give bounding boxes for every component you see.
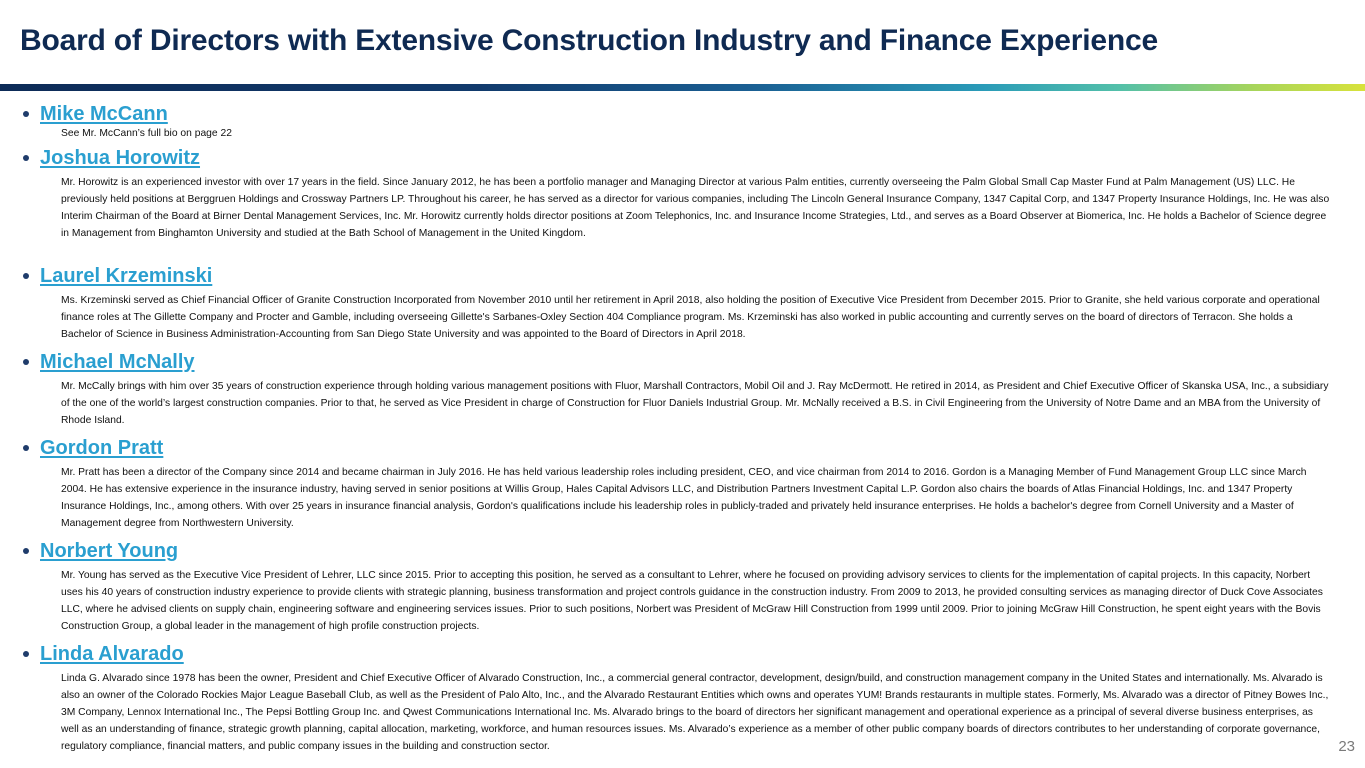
director-entry (23, 436, 1343, 532)
bullet-icon (23, 651, 29, 657)
director-bio: Mr. Pratt has been a director of the Company since 2014 and became chairman in July 2016. He has held various leadership roles including president, CEO, and vice chairman from 2014 to 2016. Gordon is a Managing Member of Fund Management Group LLC since March 2004. He has extensive experience in the insurance industry, having served in senior positions at Willis Group, Hales Capital Advisors LLC, and Distribution Partners Investment Capital L.P. Gordon also chairs the boards of Atlas Financial Holdings, Inc. and 1347 Property Insurance Holdings, Inc., among others. With over 25 years in insurance financial analysis, Gordon's qualifications include his leadership roles in publicly-traded and privately held insurance enterprises. He holds a bachelor's degree from Cornell University and a Master of Management degree from Northwestern University. (61, 467, 1307, 529)
director-entry (23, 102, 1343, 141)
director-name-link[interactable]: Linda Alvarado (40, 642, 184, 665)
bullet-icon (23, 111, 29, 117)
director-entry (23, 146, 1343, 242)
bullet-icon (23, 273, 29, 279)
director-bio: Mr. Young has served as the Executive Vice President of Lehrer, LLC since 2015. Prior to accepting this position, he served as a consultant to Lehrer, where he focused on providing advisory services to clients for the implementation of capital projects. In this capacity, Norbert uses his 40 years of construction industry experience to provide clients with strategic planning, business transformation and project controls guidance in the construction industry. From 2009 to 2013, he provided consulting services as managing director of Duck Cove Associates LLC, where he advised clients on supply chain, engineering software and engineering services issues. Prior to such positions, Norbert was President of McGraw Hill Construction from 1999 until 2009. Prior to joining McGraw Hill Construction, he spent eight years with the Bovis Construction Group, a global leader in the management of high profile construction projects. (61, 570, 1323, 632)
director-name-link[interactable]: Laurel Krzeminski (40, 264, 213, 287)
director-name-link[interactable]: Gordon Pratt (40, 436, 164, 459)
page-number: 23 (1338, 738, 1355, 755)
director-entry (23, 350, 1343, 429)
bullet-icon (23, 155, 29, 161)
director-entry (23, 642, 1343, 755)
director-entry (23, 264, 1343, 343)
director-bio: See Mr. McCann’s full bio on page 22 (61, 128, 232, 139)
title-gradient-divider (0, 84, 1365, 91)
director-name-link[interactable]: Michael McNally (40, 350, 195, 373)
director-bio: Mr. McCally brings with him over 35 years of construction experience through holding various management positions with Fluor, Marshall Contractors, Mobil Oil and J. Ray McDermott. He retired in 2014, as President and Chief Executive Officer of Skanska USA, Inc., a subsidiary of the one of the world’s largest construction companies. Prior to that, he served as Vice President in charge of Construction for Fluor Daniels Industrial Group. Mr. McNally received a B.S. in Civil Engineering from the University of Notre Dame and an MBA from the University of Rhode Island. (61, 381, 1329, 426)
bullet-icon (23, 359, 29, 365)
page-title: Board of Directors with Extensive Construction Industry and Finance Experience (20, 24, 1158, 57)
director-name-link[interactable]: Norbert Young (40, 539, 179, 562)
director-entry (23, 539, 1343, 635)
bullet-icon (23, 548, 29, 554)
bullet-icon (23, 445, 29, 451)
director-name-link[interactable]: Joshua Horowitz (40, 146, 201, 169)
director-bio: Linda G. Alvarado since 1978 has been the owner, President and Chief Executive Officer of Alvarado Construction, Inc., a commercial general contractor, development, design/build, and construction management company in the United States and internationally. Ms. Alvarado is also an owner of the Colorado Rockies Major League Baseball Club, as well as the President of Palo Alto, Inc., and the Alvarado Restaurant Entities which owns and operates YUM! Brands restaurants in multiple states. Formerly, Ms. Alvarado was a director of Pitney Bowes Inc., 3M Company, Lennox International Inc., The Pepsi Bottling Group Inc. and Qwest Communications International Inc. Ms. Alvarado brings to the board of directors her significant management and operational experience as a principal of several diverse business enterprises, as well as an understanding of finance, strategic growth planning, capital allocation, marketing, workforce, and human resources issues. Ms. Alvarado’s experience as a member of other public company boards of directors contributes to her understanding of corporate governance, regulatory compliance, financial matters, and public company issues in the building and construction sector. (61, 673, 1329, 752)
director-bio: Ms. Krzeminski served as Chief Financial Officer of Granite Construction Incorporated from November 2010 until her retirement in April 2018, also holding the position of Executive Vice President from December 2015. Prior to Granite, she held various corporate and operational finance roles at The Gillette Company and Procter and Gamble, including overseeing Gillette's Sarbanes-Oxley Section 404 Compliance program. Ms. Krzeminski has also worked in public accounting and currently serves on the board of directors of Terracon. She holds a Bachelor of Science in Business Administration-Accounting from San Diego State University and was appointed to the Board of Directors in April 2018. (61, 295, 1320, 340)
director-bio: Mr. Horowitz is an experienced investor with over 17 years in the field. Since January 2012, he has been a portfolio manager and Managing Director at various Palm entities, currently overseeing the Palm Global Small Cap Master Fund at Palm Management (US) LLC. He previously held positions at Berggruen Holdings and Crossway Partners LP. Throughout his career, he has served as a director for various companies, including The Lincoln General Insurance Company, 1347 Capital Corp, and 1347 Property Insurance Holdings, Inc. He was also Interim Chairman of the Board at Birner Dental Management Services, Inc. Mr. Horowitz currently holds director positions at Zoom Telephonics, Inc. and Insurance Income Strategies, Ltd., and serves as a Board Observer at Biomerica, Inc. He holds a Bachelor of Science degree in Management from Binghamton University and studied at the Bath School of Management in the United Kingdom. (61, 177, 1330, 239)
director-name-link[interactable]: Mike McCann (40, 102, 168, 125)
